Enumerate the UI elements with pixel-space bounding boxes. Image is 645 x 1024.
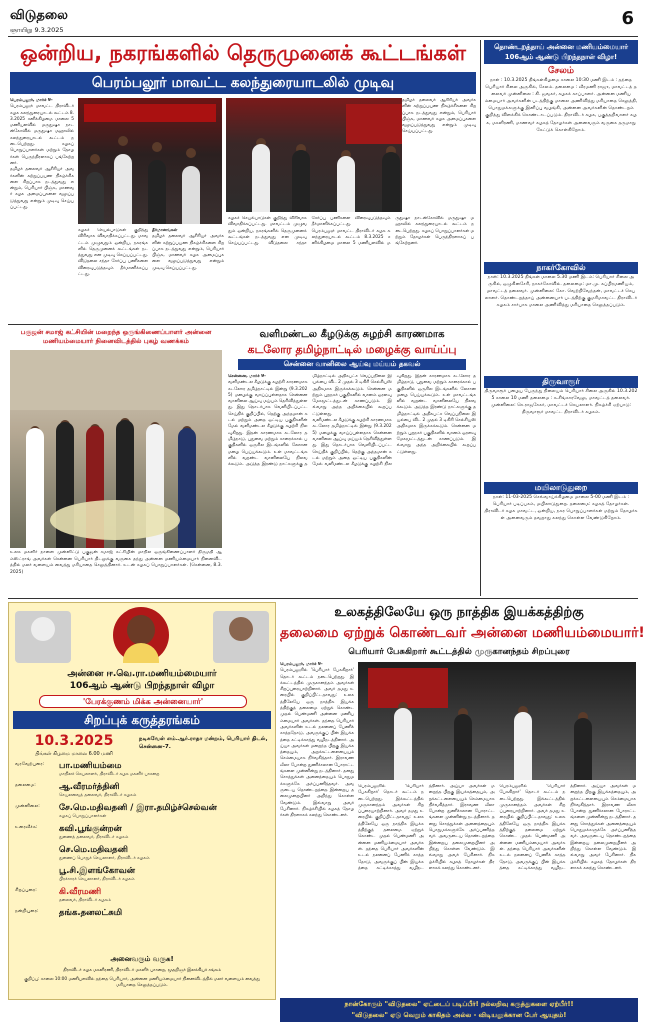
article3-photo xyxy=(358,662,636,780)
sidebar-mayiladuthurai-title: மயிலாடுதுறை xyxy=(484,482,638,494)
ad-speaker-name: பூ.சி.இளங்கோவன் xyxy=(59,866,135,876)
ad-speaker-name: பா.மணியம்மை xyxy=(59,761,122,771)
lead-body-1: பெரம்பலூர் மாவட்ட திராவிடர் கழக கலந்துரையாடல் கூட்டம் 8.3.2025 சனிக்கிழமை மாலை 5 மணியளவில் மருதுஷா நாடன்கோவில் மருதுஷா மஹாலில் கலந்துரையாடல் கூட்டம் நடைபெற்றது. கழகப் பொறுப்பாளர்கள் மற்றும் தோழர்கள் பெருந்திரளாகப் பங்கேற்றனர். xyxy=(10,104,74,166)
ad-theme: 'பேரக்குணம் மிக்க அன்னையார்' xyxy=(39,695,247,708)
ad-speaker-role: தலைமை: xyxy=(15,783,36,788)
ad-speaker-desc: துணைப் பொதுச் செயலாளர், திராவிடர் கழகம் xyxy=(59,856,150,861)
ad-speaker-role: சிறப்புரை: xyxy=(15,888,37,893)
ad-date: 10.3.2025 xyxy=(34,733,114,749)
lead-column-5 xyxy=(402,98,476,216)
lead-body-5: பெரம்பலூர் மாவட்ட திராவிடர் கழக கலந்துரையாடல் கூட்டம் 8.3.2025 சனிக்கிழமை மாலை 5 மணியளவில் மருதுஷா நாடன்கோவில் மருதுஷா மஹாலில் கலந்துரையாடல் கூட்டம் நடைபெற்றது. கழகப் பொறுப்பாளர்கள் மற்றும் தோழர்கள் பெருந்திரளாகப் பங்கேற்றனர். xyxy=(311,216,474,247)
article2-subheadline: கடலோர தமிழ்நாட்டில் மழைக்கு வாய்ப்பு xyxy=(247,343,457,356)
ad-speaker-row xyxy=(15,845,269,862)
article3-text-1: பெரம்பலூரில் 'பெரியார் பேசுகிறார்' தொடர் கூட்டம் நடைபெற்றது. இக்கூட்டத்தில் முருகானந்தம் அவர்கள் சிறப்புரையாற்றினார். அவர் தமது உரையில் குறிப்பிட்டதாவது: உலகத்திலேயே ஒரு நாத்திக இயக்கத்திற்குத் தலைமை ஏற்றுக் கொண்ட முதல் பெண்மணி அன்னை மணியம்மையார் அவர்கள். தந்தை பெரியார் அவர்களின் உடல் நலனைப் பேணிக் காத்ததோடு, அவருக்குப் பின் இயக்கத்தை கட்டிக்காத்து வழிநடத்தினார். அய்யா அவர்கள் மறைந்த பிறகு இயக்கத்தையும், அறக்கட்டளையையும் செம்மையாக நிர்வகித்தார். இராவண லீலா போன்ற துணிச்சலான போராட்டங்களை முன்னின்று நடத்தினார். தனது சொத்துக்கள் அனைத்தையும் பொதுமக்களுக்கே அர்ப்பணித்தவர். அவருடைய தொண்டறத்தை இன்றைய தலைமுறையினர் அறிந்து கொள்ள வேண்டும். இவ்வாறு அவர் பேசினார். நிகழ்ச்சியில் கழகத் தோழர்கள் திரளாகக் கலந்து கொண்டனர். xyxy=(280,668,354,819)
ad-speaker-row xyxy=(15,782,269,799)
ad-speaker-row xyxy=(15,803,269,820)
ad-speaker-desc: துணைத் தலைவர், திராவிடர் கழகம் xyxy=(59,835,129,840)
issue-date: ஞாயிறு 9.3.2025 xyxy=(10,26,64,34)
ad-org-line-2: 106ஆம் ஆண்டு பிறந்தநாள் விழா xyxy=(69,681,215,691)
event-advertisement xyxy=(8,602,276,1000)
mid-rule xyxy=(8,324,478,325)
ad-org-line-1: அன்னை ஈ.வெ.ரா.மணியம்மையார் xyxy=(67,669,217,679)
sidebar-salem-text: நாள் : 10.3.2025 திங்கள்கிழமை காலை 10:30 மணி இடம் : தந்தை பெரியார் சிலை அருகில், சேலம். தலைமை : வீரமணி ராஜு, மாவட்டத் தலைவர் முன்னிலை : கி. ஜவகர், கழகக் காப்பாளர். அன்னை மணியம்மையார் அவர்களின் படத்திற்கு மாலை அணிவித்து மரியாதை செலுத்தி, பொதுமக்களுக்கு இனிப்பு வழங்கி, அன்னை அவர்களின் தொண்டறம் குறித்து விளக்கிக் கொண்டாடப்படும். திராவிடர் கழக, பகுத்தறிவாளர் கழக, மகளிரணி, மாணவர் கழகத் தோழர்கள் அனைவரும் வருகை தருமாறு கேட்டுக் கொள்கிறோம். xyxy=(484,78,638,133)
article3-subheadline: பெரியார் பேசுகிறார் கூட்டத்தில் முருகானந்தம் சிறப்புரை xyxy=(348,647,570,657)
lead-subhead-resolutions: தீர்மானங்கள் xyxy=(152,228,178,233)
portrait-veeramani xyxy=(213,611,269,663)
lead-body-1b: தமிழர் தலைவர் ஆசிரியர் அவர்களின் சுற்றுப்பயண நிகழ்ச்சிகளை சிறப்பாக நடத்துவது என்றும், பெரியார் பிஞ்சு, மாணவர் கழக அமைப்புகளை வலுப்படுத்துவது என்றும் முடிவு செய்யப்பட்டது. xyxy=(10,167,74,211)
sidebar-salem-place: சேலம் xyxy=(547,66,575,76)
lead-body-4: கழகச் செயல்பாடுகள் குறித்து விரிவாக விவாதிக்கப்பட்டது. மாவட்டம் முழுவதும் ஒன்றிய, நகரங்களில் தெருமுனைக் கூட்டங்கள் நடத்துவது என முடிவு செய்யப்பட்டது. விடுதலை சந்தா சேர்ப்பு பணிகளை விரைவுபடுத்தவும் தீர்மானிக்கப்பட்டது. xyxy=(228,216,391,247)
lead-body-2: கழகச் செயல்பாடுகள் குறித்து விரிவாக விவாதிக்கப்பட்டது. மாவட்டம் முழுவதும் ஒன்றிய, நகரங்களில் தெருமுனைக் கூட்டங்கள் நடத்துவது என முடிவு செய்யப்பட்டது. விடுதலை சந்தா சேர்ப்பு பணிகளை விரைவுபடுத்தவும் தீர்மானிக்கப்பட்டது. xyxy=(78,228,148,278)
ad-venue: நடிகவேள் எம்.ஆர்.ராதா மன்றம், பெரியார் திடல், சென்னை-7. xyxy=(139,736,268,750)
ad-speaker-name: தங்க.தனலட்சுமி xyxy=(59,908,123,918)
ad-speaker-desc: கழகப் பொறுப்பாளர்கள் xyxy=(59,814,107,819)
article2-dateline: சென்னை, மார்ச் 9- xyxy=(228,374,266,379)
masthead xyxy=(8,6,638,36)
lead-dateline: பெரம்பலூர், மார்ச் 9- xyxy=(10,98,53,103)
sidebar-tiruvarur-title: திருவாரூர் xyxy=(484,376,638,388)
portrait-periyar xyxy=(15,611,71,663)
article2-text: வளிமண்டல கீழடுக்கு சுழற்சி காரணமாக கடலோர தமிழ்நாட்டில் இன்று (9.3.2025) மழைக்கு வாய்ப்புள்ளதாக சென்னை வானிலை ஆய்வு மய்யம் தெரிவித்துள்ளது. இது தொடர்பாக வெளியிடப்பட்ட செய்திக் குறிப்பில், தெற்கு அந்தமான் கடல் மற்றும் அதை ஒட்டிய பகுதிகளின் மேல் வளிமண்டல கீழடுக்கு சுழற்சி நிலவுகிறது. இதன் காரணமாக கடலோர தமிழ்நாடு, புதுவை மற்றும் காரைக்கால் பகுதிகளில் ஒருசில இடங்களில் லேசான மழை பெய்யக்கூடும். உள் மாவட்டங்களில் வறண்ட வானிலையே நிலவக்கூடும். அடுத்த இரண்டு நாட்களுக்கு தமிழ்நாட்டில் அதிகபட்ச வெப்பநிலை இயல்பை விட 2 முதல் 3 டிகிரி செல்சியஸ் அதிகமாக இருக்கக்கூடும். சென்னை மற்றும் புறநகர் பகுதிகளில் வானம் ஓரளவு மேகமூட்டத்துடன் காணப்படும். இவ்வாறு அந்த அறிக்கையில் கூறப்பட்டுள்ளது. xyxy=(228,374,392,468)
ad-speaker-role: முன்னிலை: xyxy=(15,804,40,809)
article2-subheadline-2: சென்னை வானிலை ஆய்வு மய்யம் தகவல் xyxy=(238,359,466,370)
lead-column-2 xyxy=(78,228,148,320)
ad-speaker-name: கி.வீரமணி xyxy=(59,887,102,897)
ad-invite: அனைவரும் வருக! xyxy=(110,955,174,963)
photo2-image xyxy=(10,350,222,548)
ad-event-title: சிறப்புக் கருத்தரங்கம் xyxy=(13,711,271,729)
sidebar-salem-title: தொண்டறத்தாய் அன்னை மணியம்மையார் 106ஆம் ஆண்டு பிறந்தநாள் விழா! xyxy=(484,40,638,64)
ad-speaker-desc: மாநிலச் செயலாளர், திராவிடர் கழக மகளிர் பாசறை xyxy=(59,772,160,777)
sidebar-tiruvarur-box xyxy=(484,376,638,478)
sidebar-nagercoil-box xyxy=(484,262,638,372)
ad-speaker-desc: செயலவைத் தலைவர், திராவிடர் கழகம் xyxy=(59,793,137,798)
ad-speaker-row xyxy=(15,866,269,883)
ad-speaker-row xyxy=(15,908,269,919)
sidebar-mayiladuthurai-text: நாள்: 11-03-2025 செவ்வாய்க்கிழமை மாலை 5-00 மணி இடம் : பெரியார் படிப்பகம், மயிலாடுதுறை. தலைமை: கழகத் தோழர்கள். திராவிடர் கழக மாவட்ட, ஒன்றிய, நகர பொறுப்பாளர்கள் மற்றும் தோழர்கள் அனைவரும் தவறாது கலந்து கொள்ள வேண்டுகிறோம். xyxy=(484,495,638,522)
photo2-caption: உலக மகளிர் நாளை முன்னிட்டு பகுஜன் சமாஜ் கட்சியின் மாநில ஒருங்கிணைப்பாளர் திருமதி ஆம்ஸ்ட்ராங் அவர்கள் சென்னை பெரியார் திடலுக்கு வருகை தந்து அன்னை மணியம்மையார் நினைவிடத்தில் மலர் வளையம் வைத்து மரியாதை செலுத்தினார். உடன் கழகப் பொறுப்பாளர்கள். (சென்னை, 8.3.2025) xyxy=(10,550,222,575)
ad-host: திராவிடர் கழக மகளிரணி, திராவிடர் மகளிர் பாசறை, மூதறிஞர் இலக்கியச் சங்கம் xyxy=(63,968,221,973)
ad-speakers xyxy=(15,761,269,949)
footer-banner xyxy=(280,998,638,1022)
sidebar-nagercoil-text: நாள்: 10.3.2025 திங்கள் மாலை 5.30 மணி இடம்: பெரியார் சிலை அருகில், ஒழுகினசேரி, நாகர்கோவில். தலைமை: மா.மு. சுப்பிரமணியம், மாவட்டத் தலைவர். முன்னிலை: கோ. வெற்றிவேந்தன், மாவட்டச் செயலாளர். தொண்டறத்தாய் அன்னையார் படத்திற்கு குமரிமாவட்ட திராவிடர் கழகம் சார்பாக மாலை அணிவித்து மரியாதை செலுத்தப்படும். xyxy=(484,275,638,309)
article3-text-3: பெரம்பலூரில் 'பெரியார் பேசுகிறார்' தொடர் கூட்டம் நடைபெற்றது. இக்கூட்டத்தில் முருகானந்தம் அவர்கள் சிறப்புரையாற்றினார். அவர் தமது உரையில் குறிப்பிட்டதாவது: உலகத்திலேயே ஒரு நாத்திக இயக்கத்திற்குத் தலைமை ஏற்றுக் கொண்ட முதல் பெண்மணி அன்னை மணியம்மையார் அவர்கள். தந்தை பெரியார் அவர்களின் உடல் நலனைப் பேணிக் காத்ததோடு, அவருக்குப் பின் இயக்கத்தை கட்டிக்காத்து வழிநடத்தினார். அய்யா அவர்கள் மறைந்த பிறகு இயக்கத்தையும், அறக்கட்டளையையும் செம்மையாக நிர்வகித்தார். இராவண லீலா போன்ற துணிச்சலான போராட்டங்களை முன்னின்று நடத்தினார். தனது சொத்துக்கள் அனைத்தையும் பொதுமக்களுக்கே அர்ப்பணித்தவர். அவருடைய தொண்டறத்தை இன்றைய தலைமுறையினர் அறிந்து கொள்ள வேண்டும். இவ்வாறு அவர் பேசினார். நிகழ்ச்சியில் கழகத் தோழர்கள் திரளாகக் கலந்து கொண்டனர். xyxy=(499,784,636,871)
footer-line-2: "விடுதலை" ஏடு வெறும் காகிதம் அல்ல - விடியலுக்கான பேர் ஆயுதம்! xyxy=(351,1011,567,1019)
article2-headline: வளிமண்டல கீழடுக்கு சுழற்சி காரணமாக xyxy=(259,329,445,340)
article3-headline-2: தலைமை ஏற்றுக் கொண்டவர் அன்னை மணியம்மையார்! xyxy=(280,625,645,641)
ad-speaker-row xyxy=(15,824,269,841)
article3-dateline: பெரம்பலூர், மார்ச் 9- xyxy=(280,662,323,667)
lead-column-3 xyxy=(152,228,224,320)
sidebar-salem-box xyxy=(484,40,638,258)
ad-speaker-name: சே.மெ.மதிவதனி / இரா.தமிழ்ச்செல்வன் xyxy=(59,803,217,813)
ad-speaker-desc: பிரச்சாரச் செயலாளர், திராவிடர் கழகம் xyxy=(59,877,135,882)
lead-column-1 xyxy=(10,98,74,320)
article3-text-2: பெரம்பலூரில் 'பெரியார் பேசுகிறார்' தொடர் கூட்டம் நடைபெற்றது. இக்கூட்டத்தில் முருகானந்தம் அவர்கள் சிறப்புரையாற்றினார். அவர் தமது உரையில் குறிப்பிட்டதாவது: உலகத்திலேயே ஒரு நாத்திக இயக்கத்திற்குத் தலைமை ஏற்றுக் கொண்ட முதல் பெண்மணி அன்னை மணியம்மையார் அவர்கள். தந்தை பெரியார் அவர்களின் உடல் நலனைப் பேணிக் காத்ததோடு, அவருக்குப் பின் இயக்கத்தை கட்டிக்காத்து வழிநடத்தினார். அய்யா அவர்கள் மறைந்த பிறகு இயக்கத்தையும், அறக்கட்டளையையும் செம்மையாக நிர்வகித்தார். இராவண லீலா போன்ற துணிச்சலான போராட்டங்களை முன்னின்று நடத்தினார். தனது சொத்துக்கள் அனைத்தையும் பொதுமக்களுக்கே அர்ப்பணித்தவர். அவருடைய தொண்டறத்தை இன்றைய தலைமுறையினர் அறிந்து கொள்ள வேண்டும். இவ்வாறு அவர் பேசினார். நிகழ்ச்சியில் கழகத் தோழர்கள் திரளாகக் கலந்து கொண்டனர். xyxy=(358,784,495,871)
ad-speaker-row xyxy=(15,761,269,778)
lead-headline: ஒன்றிய, நகரங்களில் தெருமுனைக் கூட்டங்கள் xyxy=(20,41,466,65)
ad-speaker-role: வரவேற்புரை: xyxy=(15,762,45,767)
footer-line-1: நான்கோரும் "விடுதலை" ஏட்டைப் படிப்பீர்! நல்லறிவு கருத்துகளை ஏற்பீர்!! xyxy=(344,1000,574,1008)
ad-speaker-name: செ.மெ.மதிவதனி xyxy=(59,845,128,855)
lead-body-3: தமிழர் தலைவர் ஆசிரியர் அவர்களின் சுற்றுப்பயண நிகழ்ச்சிகளை சிறப்பாக நடத்துவது என்றும், பெரியார் பிஞ்சு, மாணவர் கழக அமைப்புகளை வலுப்படுத்துவது என்றும் முடிவு செய்யப்பட்டது. xyxy=(152,234,224,271)
lead-subheadline: பெரம்பலூர் மாவட்ட கலந்துரையாடலில் முடிவு xyxy=(10,72,476,94)
article3-column-1 xyxy=(280,662,354,994)
lower-rule xyxy=(8,598,638,599)
ad-time: திங்கள் கிழமை மாலை 6.00 மணி xyxy=(35,751,113,757)
article3-headline: உலகத்திலேயே ஒரு நாத்திக இயக்கத்திற்கு xyxy=(334,605,584,620)
portrait-maniammai xyxy=(113,607,169,663)
sidebar-nagercoil-title: நாகர்கோவில் xyxy=(484,262,638,274)
ad-speaker-row xyxy=(15,887,269,904)
ad-speaker-desc: தலைவர், திராவிடர் கழகம் xyxy=(59,898,111,903)
sidebar-divider xyxy=(480,40,481,596)
ad-speaker-name: ஆ.வீரமர்த்தினி xyxy=(59,782,120,792)
ad-footnote: குறிப்பு: காலை 10:00 மணியளவில் தந்தை பெரியார், அன்னை மணியம்மையார் நினைவிடத்தில் மலர் வளையம் வைத்து மரியாதை செலுத்தப்படும். xyxy=(24,977,260,989)
sidebar-mayiladuthurai-box xyxy=(484,482,638,594)
ad-portraits xyxy=(13,607,271,665)
ad-speaker-role: நன்றியுரை: xyxy=(15,909,39,914)
photo2-headline: பகுஜன் சமாஜ் கட்சியின் மறைந்த ஒருங்கிணைப்பாளர் அன்னை மணியம்மையார் நினைவிடத்தில் புகழ் வணக்கம் xyxy=(20,328,212,345)
lead-column-4 xyxy=(228,216,474,320)
article3-columns xyxy=(358,784,636,994)
lead-photo xyxy=(78,98,222,224)
paper-name: விடுதலை xyxy=(10,8,68,23)
ad-speaker-role: உரைவீச்சு: xyxy=(15,825,38,830)
masthead-rule xyxy=(8,36,638,37)
lead-body-6: தமிழர் தலைவர் ஆசிரியர் அவர்களின் சுற்றுப்பயண நிகழ்ச்சிகளை சிறப்பாக நடத்துவது என்றும், பெரியார் பிஞ்சு, மாணவர் கழக அமைப்புகளை வலுப்படுத்துவது என்றும் முடிவு செய்யப்பட்டது. xyxy=(402,98,476,135)
page-number: 6 xyxy=(621,8,634,29)
article2-body xyxy=(228,374,476,594)
sidebar-tiruvarur-text: திருவாரூர் பழைய பேருந்து நிலையம் பெரியார் சிலை அருகில் 10.3.2025 காலை 10 மணி தலைமை : சு.சிங்காரவேலு, மாவட்டத் தலைவர். முன்னிலை: செ.ராஜசேகர், மாவட்டச் செயலாளர். நிகழ்ச்சி ஏற்பாடு: திருவாரூர் மாவட்ட திராவிடர் கழகம். xyxy=(484,389,638,416)
ad-speaker-name: கவி.பூங்குன்றன் xyxy=(59,824,122,834)
article2-text-2: வளிமண்டல கீழடுக்கு சுழற்சி காரணமாக கடலோர தமிழ்நாட்டில் இன்று (9.3.2025) மழைக்கு வாய்ப்புள்ளதாக சென்னை வானிலை ஆய்வு மய்யம் தெரிவித்துள்ளது. இது தொடர்பாக வெளியிடப்பட்ட செய்திக் குறிப்பில், தெற்கு அந்தமான் கடல் மற்றும் அதை ஒட்டிய பகுதிகளின் மேல் வளிமண்டல கீழடுக்கு சுழற்சி நிலவுகிறது. இதன் காரணமாக கடலோர தமிழ்நாடு, புதுவை மற்றும் காரைக்கால் பகுதிகளில் ஒருசில இடங்களில் லேசான மழை பெய்யக்கூடும். உள் மாவட்டங்களில் வறண்ட வானிலையே நிலவக்கூடும். அடுத்த இரண்டு நாட்களுக்கு தமிழ்நாட்டில் அதிகபட்ச வெப்பநிலை இயல்பை விட 2 முதல் 3 டிகிரி செல்சியஸ் அதிகமாக இருக்கக்கூடும். சென்னை மற்றும் புறநகர் பகுதிகளில் வானம் ஓரளவு மேகமூட்டத்துடன் காணப்படும். இவ்வாறு அந்த அறிக்கையில் கூறப்பட்டுள்ளது. xyxy=(312,374,476,468)
